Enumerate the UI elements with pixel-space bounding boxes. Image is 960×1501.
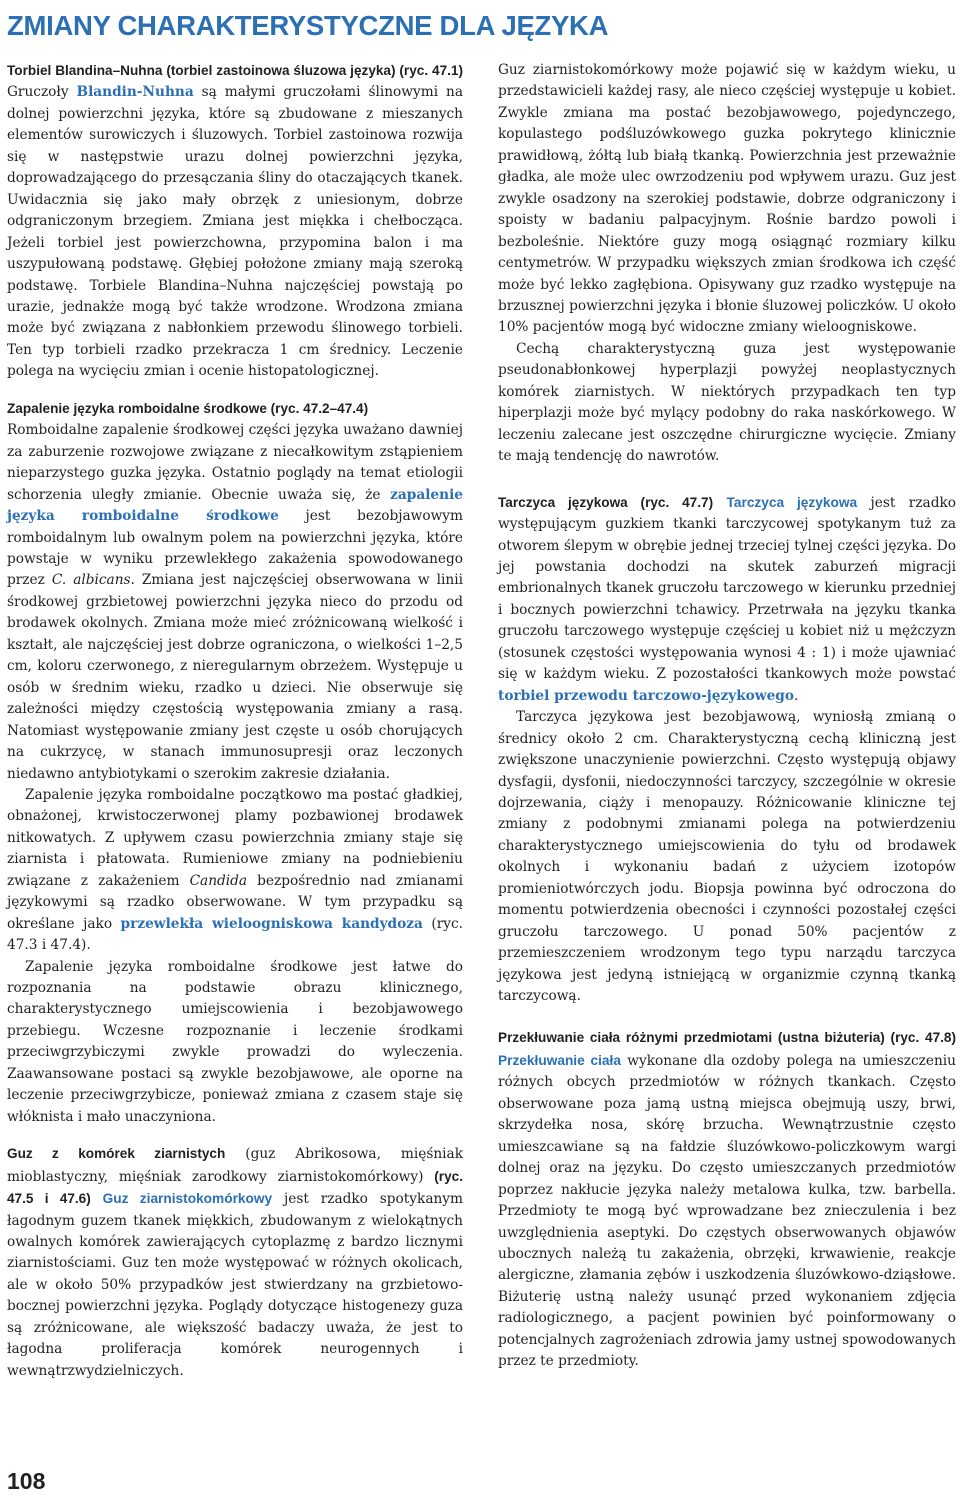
page-title: ZMIANY CHARAKTERYSTYCZNE DLA JĘZYKA bbox=[7, 10, 609, 41]
paragraph: Guz ziarnistokomórkowy może pojawić się w każdym wieku, u przedstawicieli każdej rasy, ale nieco częściej występuje u kobiet. Zwykle zmiana ma postać bezobjawowego, pojedynczego, kopulastego podśluzówkowego guzka pokrytego klinicznie prawidłową, żółtą lub białą tkanką. Powierzchnia jest przeważnie gładka, ale może ulec owrzodzeniu pod wpływem urazu. Guz jest zwykle osadzony na szerokiej podstawie, dobrze odgraniczony i spoisty w badaniu palpacyjnym. Rośnie bardzo powoli i bezboleśnie. Niektóre guzy mogą osiągnąć rozmiary kilku centymetrów. W przypadku większych zmian środkowa ich część może być lekko zagłębiona. Opisywany guz rzadko występuje na brzusznej powierzchni języka i błonie śluzowej policzków. U około 10% pacjentów mogą być widoczne zmiany wieloogniskowe. bbox=[498, 62, 956, 336]
paragraph: Tarczyca językowa jest bezobjawową, wyniosłą zmianą o średnicy około 2 cm. Charakterystyczną cechą kliniczną jest zwiększone unaczynienie powierzchni. Często występują objawy dysfagii, dysfonii, niedoczynności tarczycy, szczególnie w okresie dojrzewania, ciąży i menopauzy. Różnicowanie kliniczne tej zmiany z podobnymi zmianami polega na potwierdzeniu charakterystycznego umiejscowienia do tyłu od brodawek okolnych i wykonaniu badań z użyciem izotopów promieniotwórczych jodu. Biopsja powinna być odroczona do momentu potwierdzenia obecności i czynności pozostałej części gruczołu tarczowego. U ponad 50% pacjentów z przemieszczeniem wrodzonym tego typu narządu tarczyca językowa jest jedyną istniejącą w organizmie czynną tkanką tarczycową. bbox=[498, 709, 956, 1005]
section-heading-granular-cell-tumor: Guz z komórek ziarnistych bbox=[7, 1146, 226, 1162]
term-median-rhomboid-glossitis: zapalenie języka romboidalne środkowe bbox=[7, 486, 463, 525]
section-body-piercing: Przekłuwanie ciała różnymi przedmiotami (ustna biżuteria) (ryc. 47.8) Przekłuwanie ciała wykonane dla ozdoby polega na umieszczeniu różnych obcych przedmiotów w różnych tkankach. Często obserwowane poza jamą ustną miejsca obejmują uszy, brwi, skrzydełka nosa, skórę brzucha. Wewnątrzustnie często umieszcawiane są na fałdzie śluzówkowo-policzkowym wargi dolnej oraz na języku. Do często umieszczanych przedmiotów poprzez nakłucie języka należy metalowa kulka, tzw. barbella. Przedmioty te mogą być wprowadzane bez znieczulenia i bez uwzględnienia aseptyki. Do częstych obserwowanych objawów ubocznych należą tu zakażenia, obrzęki, krwawienie, reakcje alergiczne, złamania zębów i uszkodzenia śluzówkowo-dziąsłowe. Biżuterię ustną należy usunąć przed wykonaniem zdjęcia radiologicznego, a pacjent powinien być poinformowany o potencjalnych zagrożeniach zdrowia jamy ustnej spowodowanych przez te przedmioty. bbox=[498, 1030, 957, 1370]
term-thyroglossal-duct-cyst: torbiel przewodu tarczowo-językowego bbox=[498, 687, 794, 704]
paragraph: Romboidalne zapalenie środkowej części języka uważano dawniej za zaburzenie rozwojowe związane z niecałkowitym zstąpieniem nieparzystego guzka języka. Ostatnio poglądy na temat etiologii schorzenia uległy zmianie. Obecnie uważa się, że zapalenie języka romboidalne środkowe jest bezobjawowym romboidalnym lub owalnym polem na powierzchni języka, które powstaje w wyniku przewlekłego zakażenia spowodowanego przez C. albicans. Zmiana jest najczęściej obserwowana w linii środkowej grzbietowej powierzchni języka nieco do przodu od brodawek okolnych. Zmiana może mieć zróżnicowaną wielkość i kształt, ale najczęściej jest dobrze ograniczona, o wielkości 1–2,5 cm, koloru czerwonego, z nieregularnym obrzeżem. Występuje u osób w średnim wieku, rzadko u dzieci. Nie obserwuje się zależności między częstością występowania zmiany a rasą. Natomiast występowanie zmiany jest częste u osób chorujących na cukrzycę, w stanach immunosupresji oraz leczonych niedawno antybiotykami o szerokim zakresie działania. bbox=[7, 422, 464, 782]
paragraph: Cechą charakterystyczną guza jest występowanie pseudonabłonkowej hyperplazji powyżej neoplastycznych komórek ziarnistych. W niektórych przypadkach ten typ hiperplazji może być mylący podobny do raka naskórkowego. W leczeniu zalecane jest oszczędne chirurgiczne wycięcie. Zmiany te mają tendencję do nawrotów. bbox=[498, 340, 956, 465]
term-blandin-nuhn: Blandin-Nuhna bbox=[76, 84, 194, 101]
term-body-piercing: Przekłuwanie ciała bbox=[498, 1052, 621, 1068]
right-column bbox=[498, 60, 956, 1373]
section-heading-body-piercing: Przekłuwanie ciała różnymi przedmiotami (ustna biżuteria) (ryc. 47.8) bbox=[498, 1030, 956, 1046]
term-granular-cell-tumor: Guz ziarnistokomórkowy bbox=[102, 1191, 273, 1207]
section-heading-lingual-thyroid: Tarczyca językowa (ryc. 47.7) bbox=[498, 494, 714, 510]
section-heading-median-rhomboid-glossitis: Zapalenie języka romboidalne środkowe (ryc. 47.2–47.4) bbox=[7, 400, 369, 416]
paragraph: Zapalenie języka romboidalne środkowe jest łatwe do rozpoznania na podstawie obrazu klinicznego, charakterystycznego umiejscowienia i bezobjawowego przebiegu. Wczesne rozpoznanie i leczenie środkami przeciwgrzybiczymi zwykle prowadzi do wyleczenia. Zaawansowane postaci są zwykle bezobjawowe, ale oporne na leczenie przeciwgrzybicze, ponieważ zmiana z czasem staje się włóknista i mało unaczyniona. bbox=[7, 958, 463, 1125]
section-lingual-thyroid: Tarczyca językowa (ryc. 47.7) Tarczyca językowa jest rzadko występującym guzkiem tkanki tarczycowej spotykanym tuż za otworem ślepym w obrębie jednej trzeciej tylnej części języka. Do jej powstania dochodzi na skutek zaburzeń migracji embrionalnych tkanek gruczołu tarczowego w kierunku przedniej i bocznych powierzchni tchawicy. Przetrwała na języku tkanka gruczołu tarczowego występuje częściej u kobiet niż u mężczyzn (stosunek częstości występowania wynosi 4 : 1) i może ujawniać się w każdym wieku. Z pozostałości tkankowych może powstać torbiel przewodu tarczowo-językowego. bbox=[498, 494, 957, 704]
left-column bbox=[7, 60, 463, 1382]
paragraph: Zapalenie języka romboidalne początkowo ma postać gładkiej, obnażonej, krwistoczerwonej plamy pozbawionej brodawek nitkowatych. Z upływem czasu powierzchnia zmiany staje się ziarnista i płatowata. Rumieniowe zmiany na podniebieniu związane z zakażeniem Candida bezpośrednio nad zmianami językowymi są rzadko obserwowane. W tym przypadku są określane jako przewlekła wieloogniskowa kandydoza (ryc. 47.3 i 47.4). bbox=[7, 786, 464, 954]
section-heading-blandin-nuhn: Torbiel Blandina–Nuhna (torbiel zastoinowa śluzowa języka) (ryc. 47.1) bbox=[7, 63, 463, 78]
page-number: 108 bbox=[7, 1468, 46, 1494]
term-lingual-thyroid: Tarczyca językowa bbox=[726, 494, 858, 510]
section-granular-cell-tumor: Guz z komórek ziarnistych (guz Abrikosowa, mięśniak mioblastyczny, mięśniak zarodkowy ziarnistokomórkowy) (ryc. 47.5 i 47.6) Guz ziarnistokomórkowy jest rzadko spotykanym łagodnym guzem tkanek miękkich, zbudowanym z wielokątnych owalnych komórek zawierających cytoplazmę z bardzo licznymi ziarnistościami. Guz ten może występować w różnych okolicach, ale w około 50% przypadków jest stwierdzany na grzbietowo-bocznej powierzchni języka. Poglądy dotyczące histogenezy guza są zróżnicowane, ale większość badaczy uważa, że jest to łagodna proliferacja komórek neurogennych i wewnątrzwydzielniczych. bbox=[7, 1146, 464, 1379]
term-chronic-multifocal-candidiasis: przewlekła wieloogniskowa kandydoza bbox=[120, 915, 423, 932]
section-blandin-nuhn-cyst: Torbiel Blandina–Nuhna (torbiel zastoinowa śluzowa języka) (ryc. 47.1) Gruczoły Blandin-Nuhna są małymi gruczołami ślinowymi na dolnej powierzchni języka, które są zbudowane z mieszanych elementów surowiczych i śluzowych. Torbiel zastoinowa rozwija się w następstwie urazu dolnej powierzchni języka, doprowadzającego do przesączania śliny do otaczających tkanek. Uwidacznia się jako mały obrzęk z uniesionym, dobrze odgraniczonym brzegiem. Zmiana jest miękka i chełbocząca. Jeżeli torbiel jest powierzchowna, przypomina balon i ma uszypułowaną podstawę. Głębiej położone zmiany mają szeroką podstawę. Torbiele Blandina–Nuhna najczęściej powstają po urazie, jednakże mogą być także wrodzone. Wrodzona zmiana może być związana z nabłonkiem przewodu ślinowego torbieli. Ten typ torbieli rzadko przekracza 1 cm średnicy. Leczenie polega na wycięciu zmian i ocenie histopatologicznej. bbox=[7, 63, 463, 380]
